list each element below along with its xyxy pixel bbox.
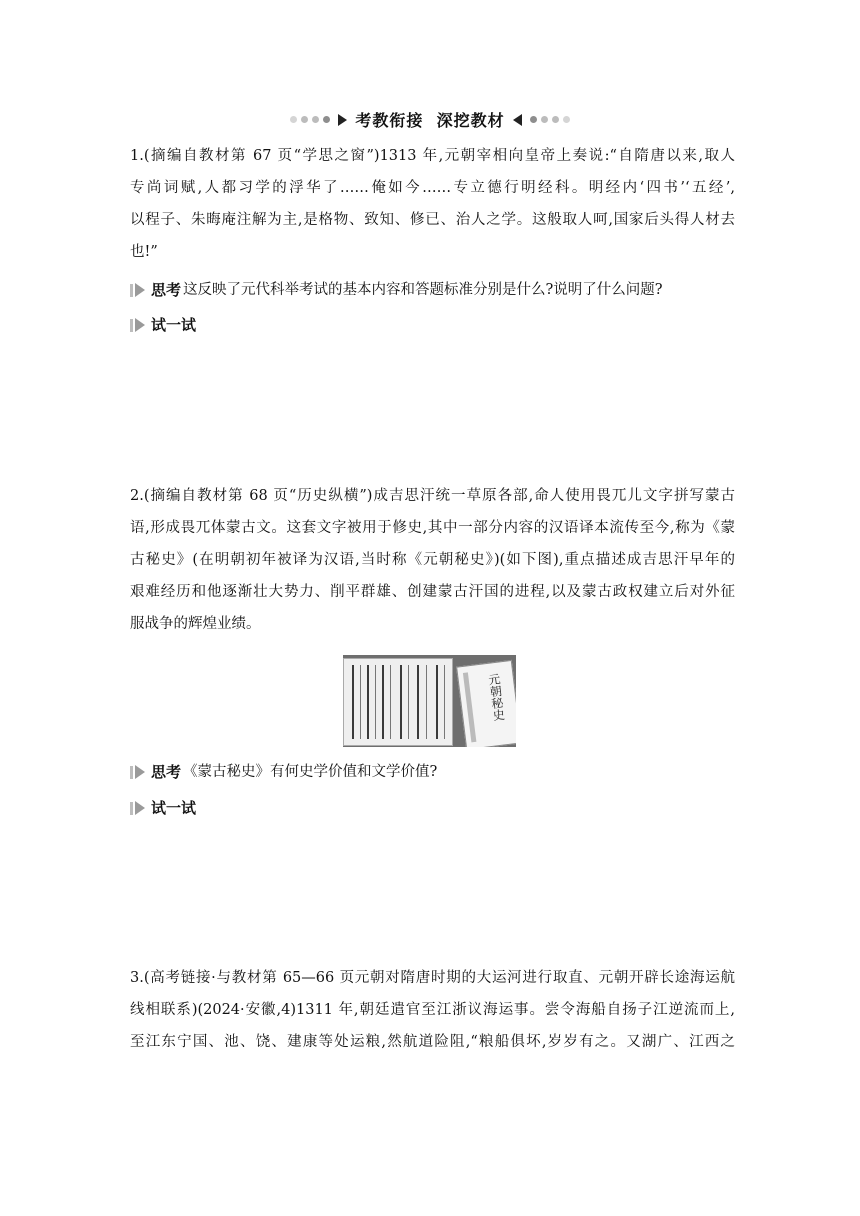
question-1-line: 以程子、朱晦庵注解为主,是格物、致知、修已、治人之学。这般取人呵,国家后头得人材去: [130, 212, 735, 228]
think-label: 思考: [151, 763, 182, 781]
question-2-line: 语,形成畏兀体蒙古文。这套文字被用于修史,其中一部分内容的汉语译本流传至今,称为《蒙: [130, 520, 735, 536]
think-label: 思考: [151, 281, 182, 299]
play-triangle-icon: [130, 765, 145, 779]
question-2-line: 艰难经历和他逐渐壮大势力、削平群雄、创建蒙古汗国的进程,以及蒙古政权建立后对外征: [130, 584, 735, 600]
arrow-right-icon: [338, 114, 347, 126]
question-2-text: [130, 480, 735, 640]
question-1-text: [130, 140, 735, 268]
question-3-line: 线相联系)(2024·安徽,4)1311 年,朝廷遣官至江浙议海运事。尝令海船自扬子江逆流而上,: [130, 1002, 735, 1018]
question-2-line: 古秘史》(在明朝初年被译为汉语,当时称《元朝秘史》)(如下图),重点描述成吉思汗早年的: [130, 552, 735, 568]
question-2-think: [130, 760, 437, 784]
question-2-try: [130, 796, 198, 820]
section-title: 考教衔接 深挖教材: [355, 111, 505, 130]
question-2-line: 服战争的辉煌业绩。: [130, 616, 261, 632]
question-1-line: 1.(摘编自教材第 67 页“学思之窗”)1313 年,元朝宰相向皇帝上奏说:“自隋唐以来,取人: [130, 148, 735, 164]
try-label: 试一试: [151, 316, 197, 334]
question-1-line: 专尚词赋,人都习学的浮华了……俺如今……专立德行明经科。明经内‘四书’‘五经’,: [130, 180, 735, 196]
open-manuscript-pages: [343, 658, 453, 746]
try-label: 试一试: [151, 799, 197, 817]
arrow-left-icon: [513, 114, 522, 126]
question-1-think: [130, 278, 663, 302]
question-3-line: 3.(高考链接·与教材第 65—66 页元朝对隋唐时期的大运河进行取直、元朝开辟长途海运航: [130, 970, 735, 986]
play-triangle-icon: [130, 283, 145, 297]
question-3-text: [130, 962, 735, 1058]
header-dots-left: [290, 116, 330, 123]
play-triangle-icon: [130, 318, 145, 332]
question-1-line: 也!”: [130, 244, 158, 260]
book-cover-title: 元朝秘史: [486, 672, 506, 722]
book-cover: [456, 660, 516, 747]
think-question: 《蒙古秘史》有何史学价值和文学价值?: [183, 764, 438, 780]
question-1-try: [130, 313, 198, 337]
header-dots-right: [530, 116, 570, 123]
book-photo: [343, 655, 516, 747]
question-2-line: 2.(摘编自教材第 68 页“历史纵横”)成吉思汗统一草原各部,命人使用畏兀儿文字拼写蒙古: [130, 488, 735, 504]
think-question: 这反映了元代科举考试的基本内容和答题标准分别是什么?说明了什么问题?: [183, 282, 663, 298]
section-header: [0, 108, 860, 131]
question-3-line: 至江东宁国、池、饶、建康等处运粮,然航道险阻,“粮船俱坏,岁岁有之。又湖广、江西之: [130, 1034, 735, 1050]
play-triangle-icon: [130, 801, 145, 815]
